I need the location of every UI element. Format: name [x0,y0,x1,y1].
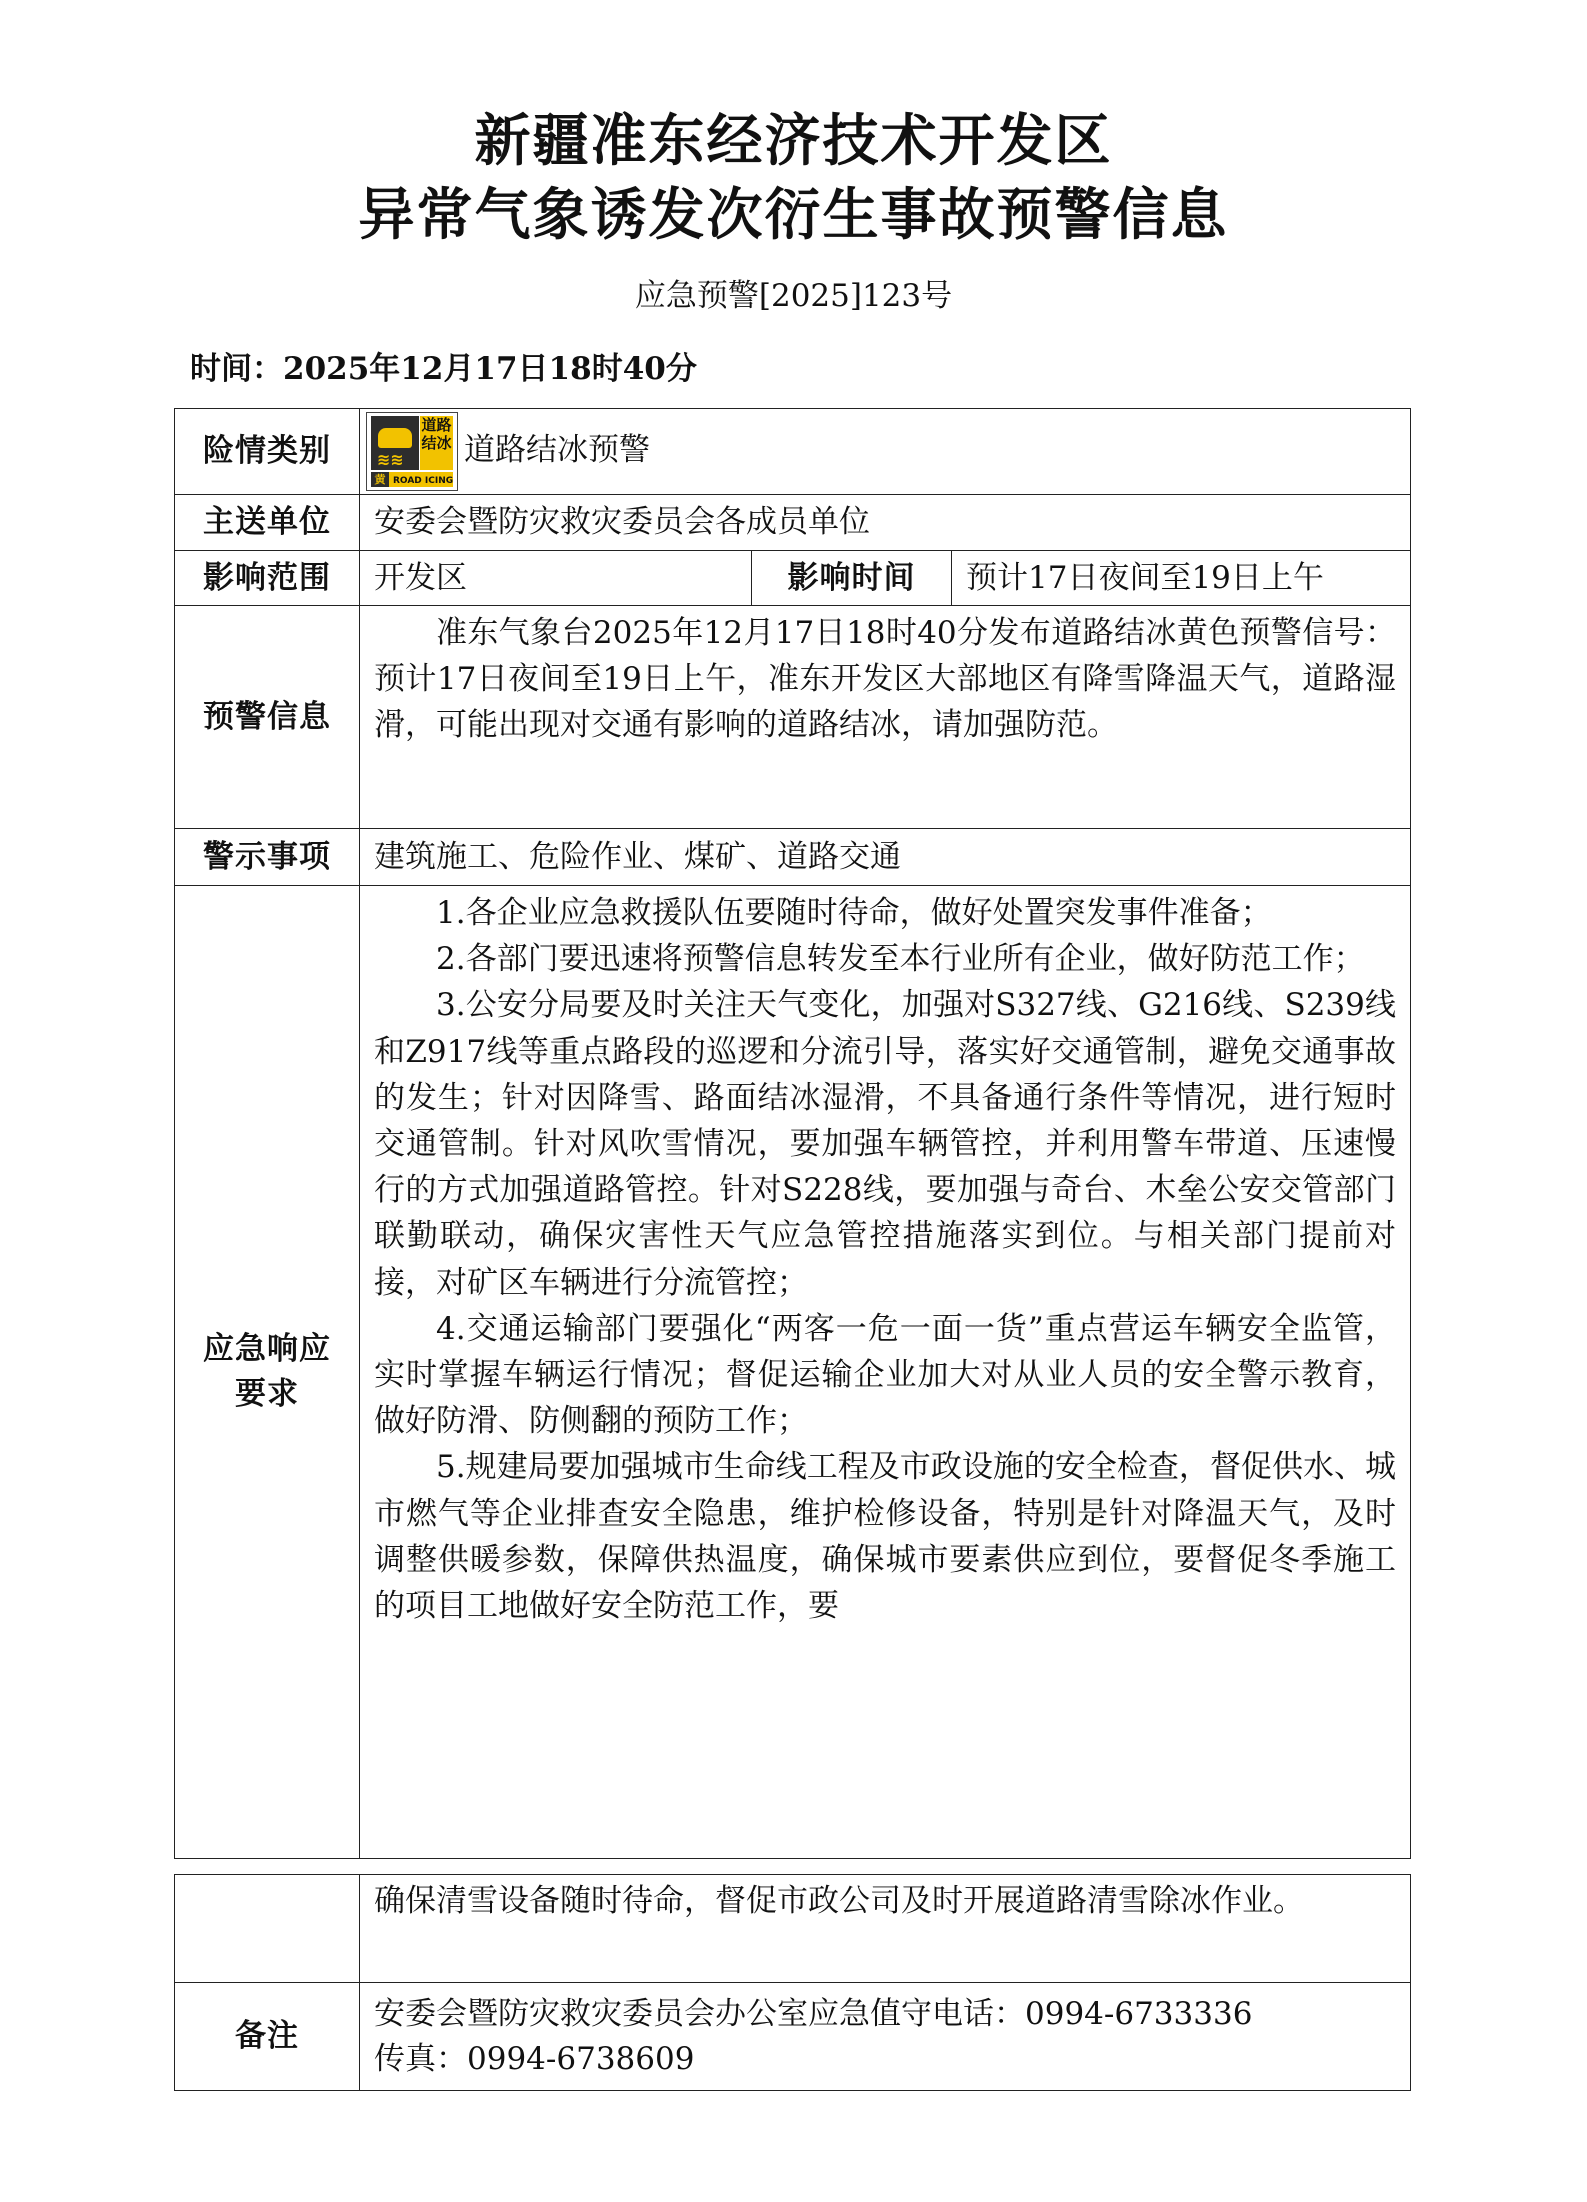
warning-text: 准东气象台2025年12月17日18时40分发布道路结冰黄色预警信号：预计17日夜间至19日上午，准东开发区大部地区有降雪降温天气，道路湿滑，可能出现对交通有影响的道路结冰，请加强防范。 [374,615,1397,743]
document-number: 应急预警[2025]123号 [634,278,953,314]
response-continuation: 确保清雪设备随时待命，督促市政公司及时开展道路清雪除冰作业。 [374,1883,1304,1919]
road-icing-warning-sign-icon [366,412,458,491]
row-response-continued [175,1875,1411,1983]
recipients-label: 主送单位 [175,495,360,551]
row-scope [175,551,1411,606]
warning-info-table [174,408,1411,1859]
scope-value: 开发区 [360,551,752,606]
sign-english: ROAD ICING [393,476,454,486]
warning-cell [360,606,1411,829]
car-skid-icon: ≋≋ [371,416,419,470]
response-label-line-2: 要求 [235,1376,299,1412]
sign-level: 黄 [371,472,389,487]
row-recipients [175,495,1411,551]
response-continued-label [175,1875,360,1983]
category-value: 道路结冰预警 [464,432,650,468]
impact-time-label: 影响时间 [752,551,952,606]
response-label [175,886,360,1859]
response-label-line-1: 应急响应 [203,1331,331,1367]
remarks-fax: 传真：0994-6738609 [374,2040,695,2077]
response-item: 3.公安分局要及时关注天气变化，加强对S327线、G216线、S239线和Z917线等重点路段的巡逻和分流引导，落实好交通管制，避免交通事故的发生；针对因降雪、路面结冰湿滑，不具备通行条件等情况，进行短时交通管制。针对风吹雪情况，要加强车辆管控，并利用警车带道、压速慢行的方式加强道路管控。针对S228线，要加强与奇台、木垒公安交管部门联勤联动，确保灾害性天气应急管控措施落实到位。与相关部门提前对接，对矿区车辆进行分流管控； [374,987,1397,1301]
category-cell [360,409,1411,495]
remarks-phone: 安委会暨防灾救灾委员会办公室应急值守电话：0994-6733336 [374,1995,1253,2032]
response-cell [360,886,1411,1859]
category-label: 险情类别 [175,409,360,495]
alerts-label: 警示事项 [175,829,360,886]
recipients-value: 安委会暨防灾救灾委员会各成员单位 [360,495,1411,551]
remarks-cell [360,1983,1411,2091]
impact-time-value: 预计17日夜间至19日上午 [952,551,1411,606]
sign-text: 道路结冰 [420,416,453,470]
sign-bar [371,472,453,487]
response-continued-cell [360,1875,1411,1983]
row-response [175,886,1411,1859]
row-alerts [175,829,1411,886]
response-item: 1.各企业应急救援队伍要随时待命，做好处置突发事件准备； [436,895,1272,931]
document-title-line-2: 异常气象诱发次衍生事故预警信息 [358,183,1229,248]
row-category [175,409,1411,495]
response-item: 2.各部门要迅速将预警信息转发至本行业所有企业，做好防范工作； [436,941,1365,978]
warning-label: 预警信息 [175,606,360,829]
remarks-label: 备注 [175,1983,360,2091]
issue-time: 时间：2025年12月17日18时40分 [190,351,697,387]
row-remarks [175,1983,1411,2091]
scope-label: 影响范围 [175,551,360,606]
alerts-value: 建筑施工、危险作业、煤矿、道路交通 [360,829,1411,886]
response-item: 5.规建局要加强城市生命线工程及市政设施的安全检查，督促供水、城市燃气等企业排查安全隐患，维护检修设备，特别是针对降温天气，及时调整供暖参数，保障供热温度，确保城市要素供应到位，要督促冬季施工的项目工地做好安全防范工作，要 [374,1449,1397,1625]
row-warning [175,606,1411,829]
document-title-line-1: 新疆准东经济技术开发区 [474,109,1113,174]
response-item: 4.交通运输部门要强化“两客一危一面一货”重点营运车辆安全监管，实时掌握车辆运行情况；督促运输企业加大对从业人员的安全警示教育，做好防滑、防侧翻的预防工作； [374,1310,1397,1440]
warning-info-table-continued [174,1874,1411,2091]
